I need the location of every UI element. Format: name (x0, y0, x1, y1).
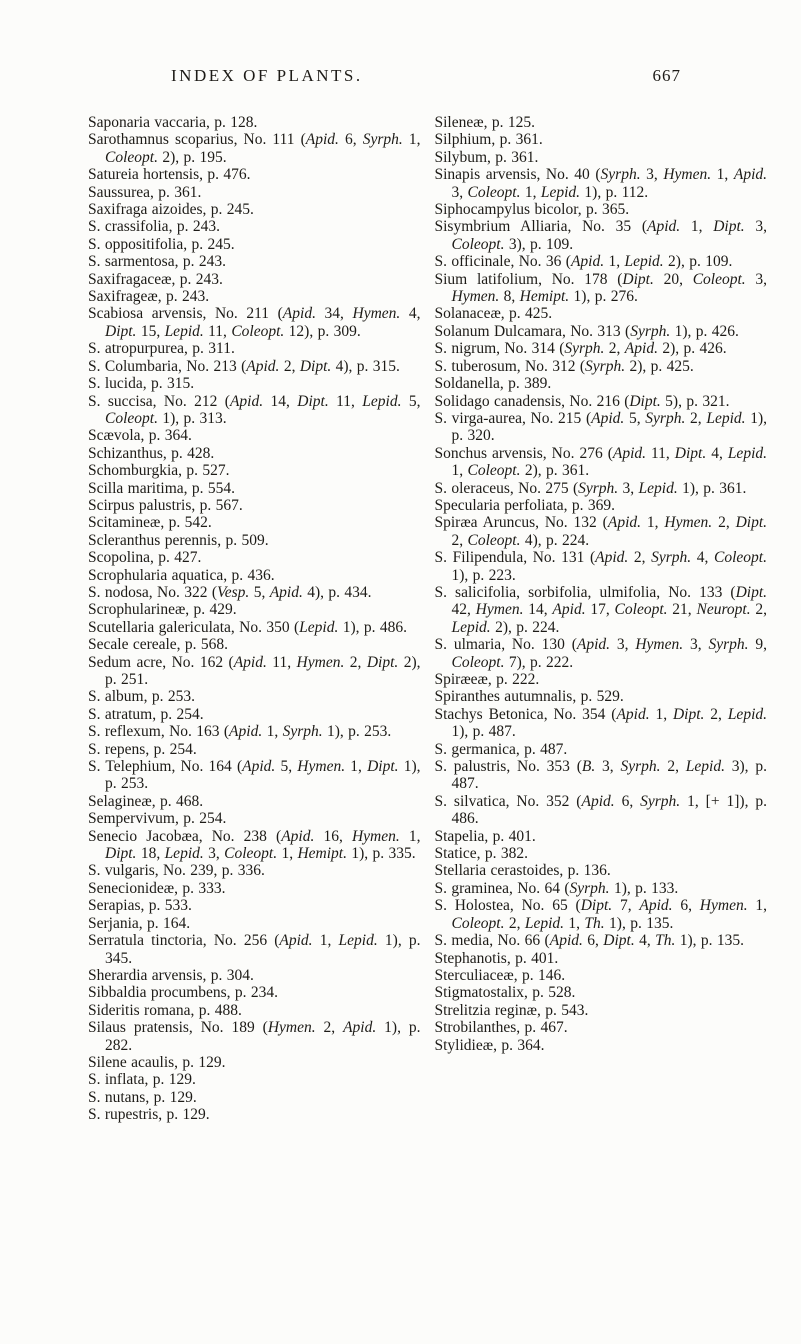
index-entry: S. nutans, p. 129. (88, 1088, 197, 1106)
index-entry: Sisymbrium Alliaria, No. 35 (Apid. 1, Dipt. 3, Coleopt. 3), p. 109. (434, 218, 767, 253)
index-entry: S. Filipendula, No. 131 (Apid. 2, Syrph. 4, Coleopt. 1), p. 223. (434, 549, 767, 584)
index-entry: S. oppositifolia, p. 245. (88, 235, 235, 253)
index-entry: Sium latifolium, No. 178 (Dipt. 20, Coleopt. 3, Hymen. 8, Hemipt. 1), p. 276. (434, 270, 768, 306)
index-entry: S. rupestris, p. 129. (88, 1106, 210, 1124)
index-entry: S. lucida, p. 315. (88, 375, 195, 393)
index-entry: Stigmatostalix, p. 528. (434, 984, 576, 1002)
index-entry: Schomburgkia, p. 527. (88, 462, 230, 480)
index-entry: S. vulgaris, No. 239, p. 336. (88, 862, 265, 880)
index-entry: S. succisa, No. 212 (Apid. 14, Dipt. 11, Lepid. 5, Coleopt. 1), p. 313. (88, 392, 421, 427)
index-entry: Saponaria vaccaria, p. 128. (88, 114, 258, 131)
index-entry: Saxifrageæ, p. 243. (88, 288, 210, 306)
index-entry: S. palustris, No. 353 (B. 3, Syrph. 2, Lepid. 3), p. 487. (434, 758, 767, 793)
index-entry: Sinapis arvensis, No. 40 (Syrph. 3, Hymen. 1, Apid. 3, Coleopt. 1, Lepid. 1), p. 112. (434, 166, 768, 201)
index-entry: S. tuberosum, No. 312 (Syrph. 2), p. 425. (434, 357, 694, 375)
index-entry: S. Columbaria, No. 213 (Apid. 2, Dipt. 4), p. 315. (88, 357, 400, 375)
index-columns (88, 114, 767, 1344)
index-column-right (435, 114, 768, 1344)
index-entry: Spiræa Aruncus, No. 132 (Apid. 1, Hymen. 2, Dipt. 2, Coleopt. 4), p. 224. (434, 514, 768, 549)
index-entry: Satureia hortensis, p. 476. (88, 166, 251, 184)
index-entry: S. nigrum, No. 314 (Syrph. 2, Apid. 2), p. 426. (434, 340, 727, 358)
index-entry: Serratula tinctoria, No. 256 (Apid. 1, Lepid. 1), p. 345. (88, 932, 421, 967)
index-entry: Stellaria cerastoides, p. 136. (434, 862, 611, 880)
index-entry: S. Telephium, No. 164 (Apid. 5, Hymen. 1, Dipt. 1), p. 253. (88, 758, 421, 793)
index-column-left (88, 114, 421, 1344)
index-entry: Stephanotis, p. 401. (434, 949, 559, 967)
index-entry: Senecionideæ, p. 333. (88, 879, 226, 897)
index-entry: S. nodosa, No. 322 (Vesp. 5, Apid. 4), p. 434. (88, 583, 372, 601)
index-entry: Saxifraga aizoides, p. 245. (88, 201, 254, 219)
index-entry: Schizanthus, p. 428. (88, 444, 215, 462)
index-entry: Silaus pratensis, No. 189 (Hymen. 2, Apid. 1), p. 282. (88, 1019, 421, 1054)
index-entry: S. sarmentosa, p. 243. (88, 253, 226, 271)
index-entry: Sideritis romana, p. 488. (88, 1001, 242, 1019)
index-entry: Solanaceæ, p. 425. (434, 305, 553, 323)
index-entry: Sherardia arvensis, p. 304. (88, 966, 254, 984)
index-entry: Sileneæ, p. 125. (434, 114, 535, 131)
index-entry: Scirpus palustris, p. 567. (88, 496, 243, 514)
page-number: 667 (652, 66, 681, 85)
index-entry: Scitamineæ, p. 542. (88, 514, 212, 532)
index-entry: S. ulmaria, No. 130 (Apid. 3, Hymen. 3, Syrph. 9, Coleopt. 7), p. 222. (434, 636, 768, 671)
index-entry: Serapias, p. 533. (88, 897, 192, 915)
index-entry: S. reflexum, No. 163 (Apid. 1, Syrph. 1), p. 253. (88, 723, 392, 741)
index-entry: Scutellaria galericulata, No. 350 (Lepid. 1), p. 486. (88, 618, 408, 636)
index-entry: Sonchus arvensis, No. 276 (Apid. 11, Dipt. 4, Lepid. 1, Coleopt. 2), p. 361. (434, 444, 767, 480)
index-entry: Serjania, p. 164. (88, 914, 191, 932)
running-head (0, 66, 801, 90)
index-entry: Sempervivum, p. 254. (88, 810, 227, 828)
index-entry: Sarothamnus scoparius, No. 111 (Apid. 6, Syrph. 1, Coleopt. 2), p. 195. (88, 131, 421, 166)
index-entry: S. inflata, p. 129. (88, 1071, 196, 1089)
index-entry: S. virga-aurea, No. 215 (Apid. 5, Syrph. 2, Lepid. 1), p. 320. (434, 409, 767, 445)
index-entry: S. crassifolia, p. 243. (88, 218, 220, 236)
index-entry: S. album, p. 253. (88, 688, 195, 706)
index-entry: Silene acaulis, p. 129. (88, 1053, 226, 1071)
index-entry: Spiræeæ, p. 222. (434, 671, 540, 688)
index-entry: Spiranthes autumnalis, p. 529. (434, 688, 624, 706)
index-entry: Stylidieæ, p. 364. (434, 1036, 545, 1054)
index-entry: Saussurea, p. 361. (88, 183, 202, 201)
index-entry: Silybum, p. 361. (434, 148, 539, 166)
index-entry: Solidago canadensis, No. 216 (Dipt. 5), p. 321. (434, 392, 730, 410)
index-entry: Senecio Jacobæa, No. 238 (Apid. 16, Hymen. 1, Dipt. 18, Lepid. 3, Coleopt. 1, Hemipt. 1), p. 335. (88, 827, 421, 863)
index-entry: Scrophularineæ, p. 429. (88, 601, 237, 619)
index-entry: Siphocampylus bicolor, p. 365. (434, 201, 630, 219)
index-entry: Soldanella, p. 389. (434, 375, 552, 393)
index-entry: S. atropurpurea, p. 311. (88, 340, 235, 358)
index-entry: Solanum Dulcamara, No. 313 (Syrph. 1), p. 426. (434, 322, 739, 340)
index-entry: Scopolina, p. 427. (88, 549, 202, 567)
index-entry: S. silvatica, No. 352 (Apid. 6, Syrph. 1, [+ 1]), p. 486. (434, 792, 768, 828)
index-entry: Selagineæ, p. 468. (88, 792, 204, 810)
index-entry: Sedum acre, No. 162 (Apid. 11, Hymen. 2, Dipt. 2), p. 251. (88, 653, 421, 688)
index-entry: Sibbaldia procumbens, p. 234. (88, 984, 279, 1002)
index-entry: Scilla maritima, p. 554. (88, 479, 236, 497)
index-entry: Silphium, p. 361. (434, 131, 543, 149)
index-entry: Statice, p. 382. (434, 845, 529, 863)
index-entry: Specularia perfoliata, p. 369. (434, 496, 616, 514)
index-entry: Strelitzia reginæ, p. 543. (434, 1001, 589, 1019)
index-entry: S. graminea, No. 64 (Syrph. 1), p. 133. (434, 879, 679, 897)
index-entry: Secale cereale, p. 568. (88, 636, 229, 654)
index-entry: Strobilanthes, p. 467. (434, 1019, 568, 1037)
index-entry: S. salicifolia, sorbifolia, ulmifolia, No. 133 (Dipt. 42, Hymen. 14, Apid. 17, Coleopt. 21, Neuropt. 2, Lepid. 2), p. 224. (434, 583, 768, 636)
index-entry: S. Holostea, No. 65 (Dipt. 7, Apid. 6, Hymen. 1, Coleopt. 2, Lepid. 1, Th. 1), p. 135. (434, 897, 768, 932)
index-entry: S. repens, p. 254. (88, 740, 197, 758)
index-entry: S. oleraceus, No. 275 (Syrph. 3, Lepid. 1), p. 361. (434, 479, 747, 497)
index-entry: S. germanica, p. 487. (434, 740, 568, 758)
index-entry: Scabiosa arvensis, No. 211 (Apid. 34, Hymen. 4, Dipt. 15, Lepid. 11, Coleopt. 12), p. 309. (88, 305, 421, 340)
index-entry: S. media, No. 66 (Apid. 6, Dipt. 4, Th. 1), p. 135. (434, 932, 744, 950)
index-entry: Stapelia, p. 401. (434, 827, 536, 845)
index-entry: Scleranthus perennis, p. 509. (88, 531, 269, 549)
index-entry: Saxifragaceæ, p. 243. (88, 270, 223, 288)
index-entry: S. atratum, p. 254. (88, 705, 204, 723)
index-entry: Scrophularia aquatica, p. 436. (88, 566, 275, 584)
index-entry: S. officinale, No. 36 (Apid. 1, Lepid. 2), p. 109. (434, 253, 733, 271)
index-entry: Sterculiaceæ, p. 146. (434, 966, 566, 984)
index-entry: Stachys Betonica, No. 354 (Apid. 1, Dipt. 2, Lepid. 1), p. 487. (434, 705, 767, 741)
page-title: INDEX OF PLANTS. (171, 66, 363, 85)
index-entry: Scævola, p. 364. (88, 427, 192, 445)
